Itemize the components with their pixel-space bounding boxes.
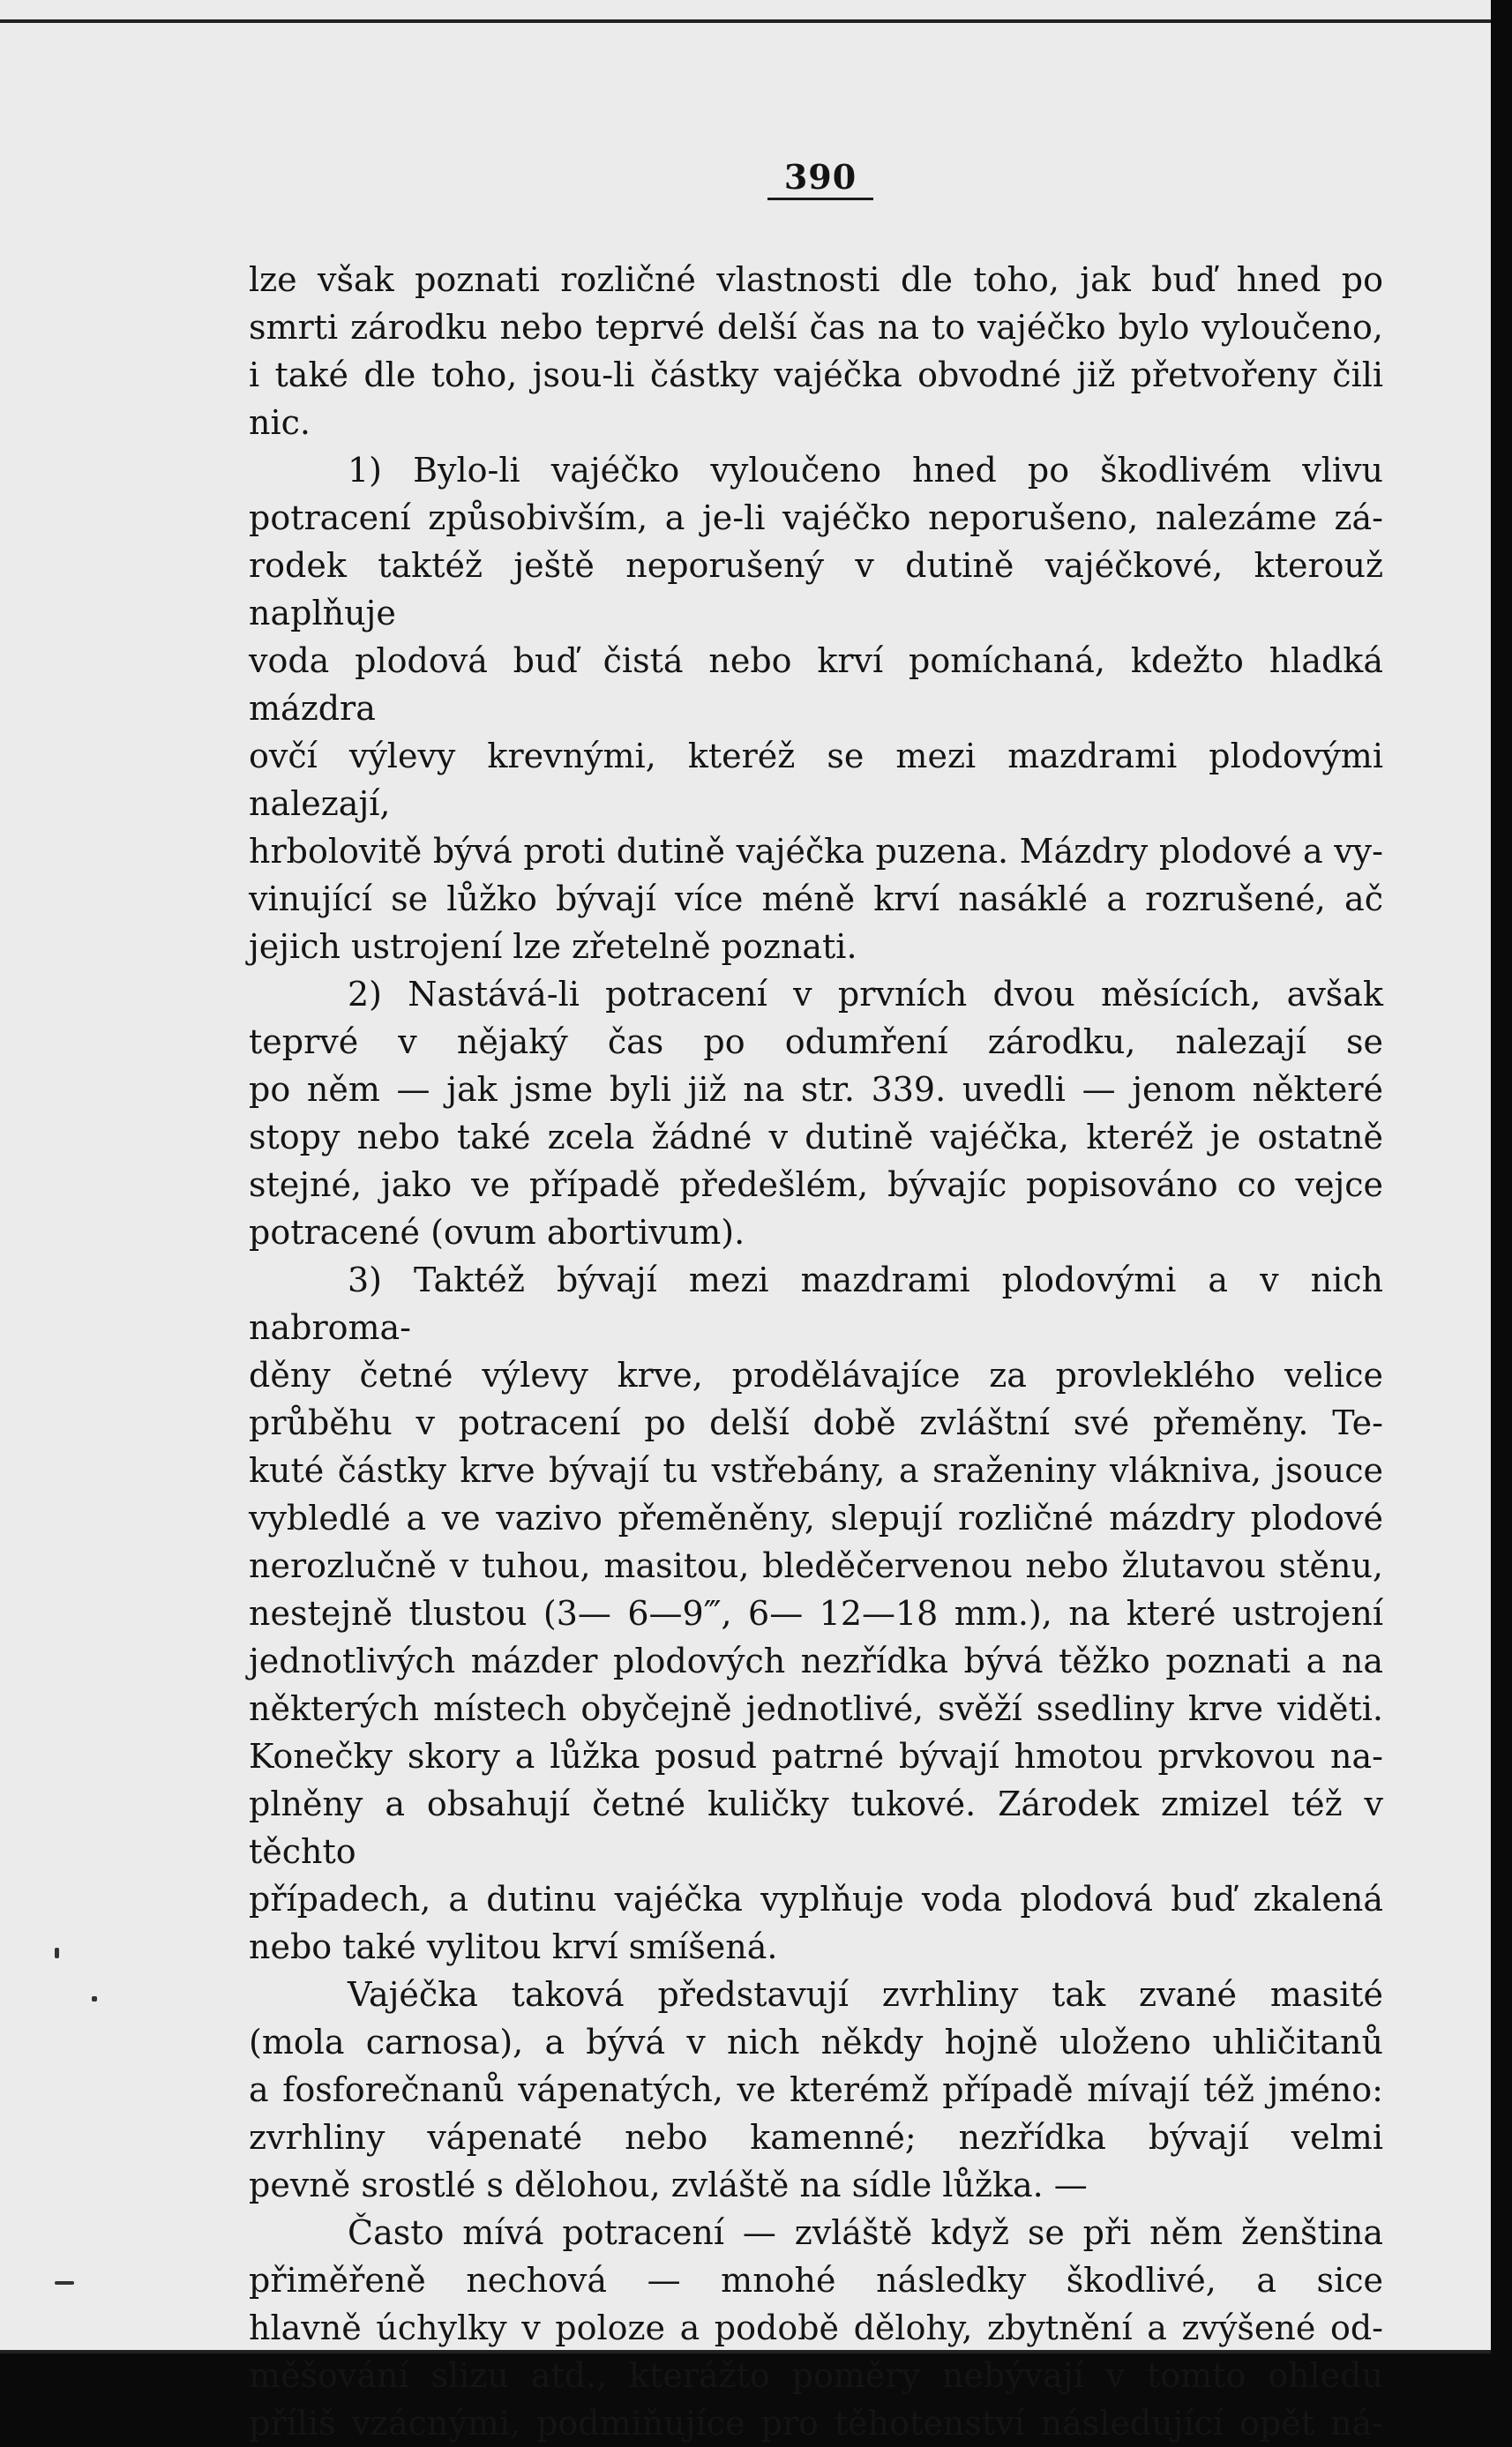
text-line: rodek taktéž ještě neporušený v dutině vajéčkové, kterouž naplňuje [249,546,1383,632]
text-line: případech, a dutinu vajéčka vyplňuje voda plodová buď zkalená [249,1880,1383,1919]
text-line: (mola carnosa), a bývá v nich někdy hojně uloženo uhličitanů [249,2023,1383,2062]
text-line: potracené (ovum abortivum). [249,1213,745,1252]
text-line: pevně srostlé s dělohou, zvláště na sídle lůžka. — [249,2166,1088,2204]
text-line: voda plodová buď čistá nebo krví pomíchaná, kdežto hladká mázdra [249,641,1383,728]
text-line: Vajéčka taková představují zvrhliny tak zvané masité [348,1975,1383,2014]
text-line: po něm — jak jsme byli již na str. 339. uvedli — jenom některé [249,1070,1383,1109]
text-line: stopy nebo také zcela žádné v dutině vajéčka, kteréž je ostatně [249,1118,1383,1156]
text-line: plněny a obsahují četné kuličky tukové. Zárodek zmizel též v těchto [249,1785,1383,1871]
text-line: a fosforečnanů vápenatých, ve kterémž případě mívají též jméno: [249,2070,1383,2109]
text-line: teprvé v nějaký čas po odumření zárodku, nalezají se [249,1022,1383,1061]
text-line: 3) Taktéž bývají mezi mazdrami plodovými a v nich nabroma- [249,1261,1383,1347]
text-line: vinující se lůžko bývají více méně krví nasáklé a rozrušené, ač [249,879,1383,918]
text-line: hrbolovitě bývá proti dutině vajéčka puzena. Mázdry plodové a vy- [249,832,1383,871]
scan-speck [55,1948,59,1958]
text-line: i také dle toho, jsou-li částky vajéčka obvodné již přetvořeny čili nic. [249,355,1383,442]
text-line: hlavně úchylky v poloze a podobě dělohy, zbytnění a zvýšené od- [249,2309,1383,2347]
text-line: zvrhliny vápenaté nebo kamenné; nezřídka bývají velmi [249,2118,1383,2157]
scan-edge [1491,0,1512,2380]
text-line: děny četné výlevy krve, prodělávajíce za provleklého velice [249,1356,1383,1395]
text-line: vybledlé a ve vazivo přeměněny, slepují rozličné mázdry plodové [249,1499,1383,1538]
text-line: nebo také vylitou krví smíšená. [249,1927,778,1966]
text-line: Konečky skory a lůžka posud patrné bývají hmotou prvkovou na- [249,1737,1383,1776]
text-line: lze však poznati rozličné vlastnosti dle toho, jak buď hned po [249,260,1383,299]
text-line: jejich ustrojení lze zřetelně poznati. [249,927,857,966]
text-line: 2) Nastává-li potracení v prvních dvou měsících, avšak [348,975,1383,1014]
text-line: kuté částky krve bývají tu vstřebány, a sraženiny vlákniva, jsouce [249,1451,1383,1490]
text-line: nestejně tlustou (3— 6—9‴, 6— 12—18 mm.), na které ustrojení [249,1594,1383,1633]
text-line: Často mívá potracení — zvláště když se při něm ženština [348,2213,1383,2252]
body-text [249,256,1383,2447]
text-line: přiměřeně nechová — mnohé následky škodlivé, a sice [249,2261,1383,2300]
text-line: měšování slizu atd., kterážto poměry nebývají v tomto ohledu [249,2356,1383,2395]
text-line: stejné, jako ve případě předešlém, bývajíc popisováno co vejce [249,1165,1383,1204]
text-line: průběhu v potracení po delší době zvláštní své přeměny. Te- [249,1403,1383,1442]
scan-speck [55,2281,74,2285]
text-line: 1) Bylo-li vajéčko vyloučeno hned po škodlivém vlivu [348,451,1383,490]
text-line: nerozlučně v tuhou, masitou, bleděčervenou nebo žlutavou stěnu, [249,1546,1383,1585]
text-line: smrti zárodku nebo teprvé delší čas na to vajéčko bylo vyloučeno, [249,308,1383,347]
top-border-line [0,19,1491,23]
scan-speck [92,1996,97,2002]
text-line: některých místech obyčejně jednotlivé, svěží ssedliny krve viděti. [249,1689,1383,1728]
text-line: potracení způsobivším, a je-li vajéčko neporušeno, nalezáme zá- [249,498,1383,537]
text-line: ovčí výlevy krevnými, kteréž se mezi mazdrami plodovými nalezají, [249,737,1383,823]
text-line: příliš vzácnými, podmiňujíce pro těhotenství následující opět ná- [249,2404,1383,2443]
text-line: jednotlivých mázder plodových nezřídka bývá těžko poznati a na [249,1642,1383,1680]
page-number: 390 [767,157,873,200]
